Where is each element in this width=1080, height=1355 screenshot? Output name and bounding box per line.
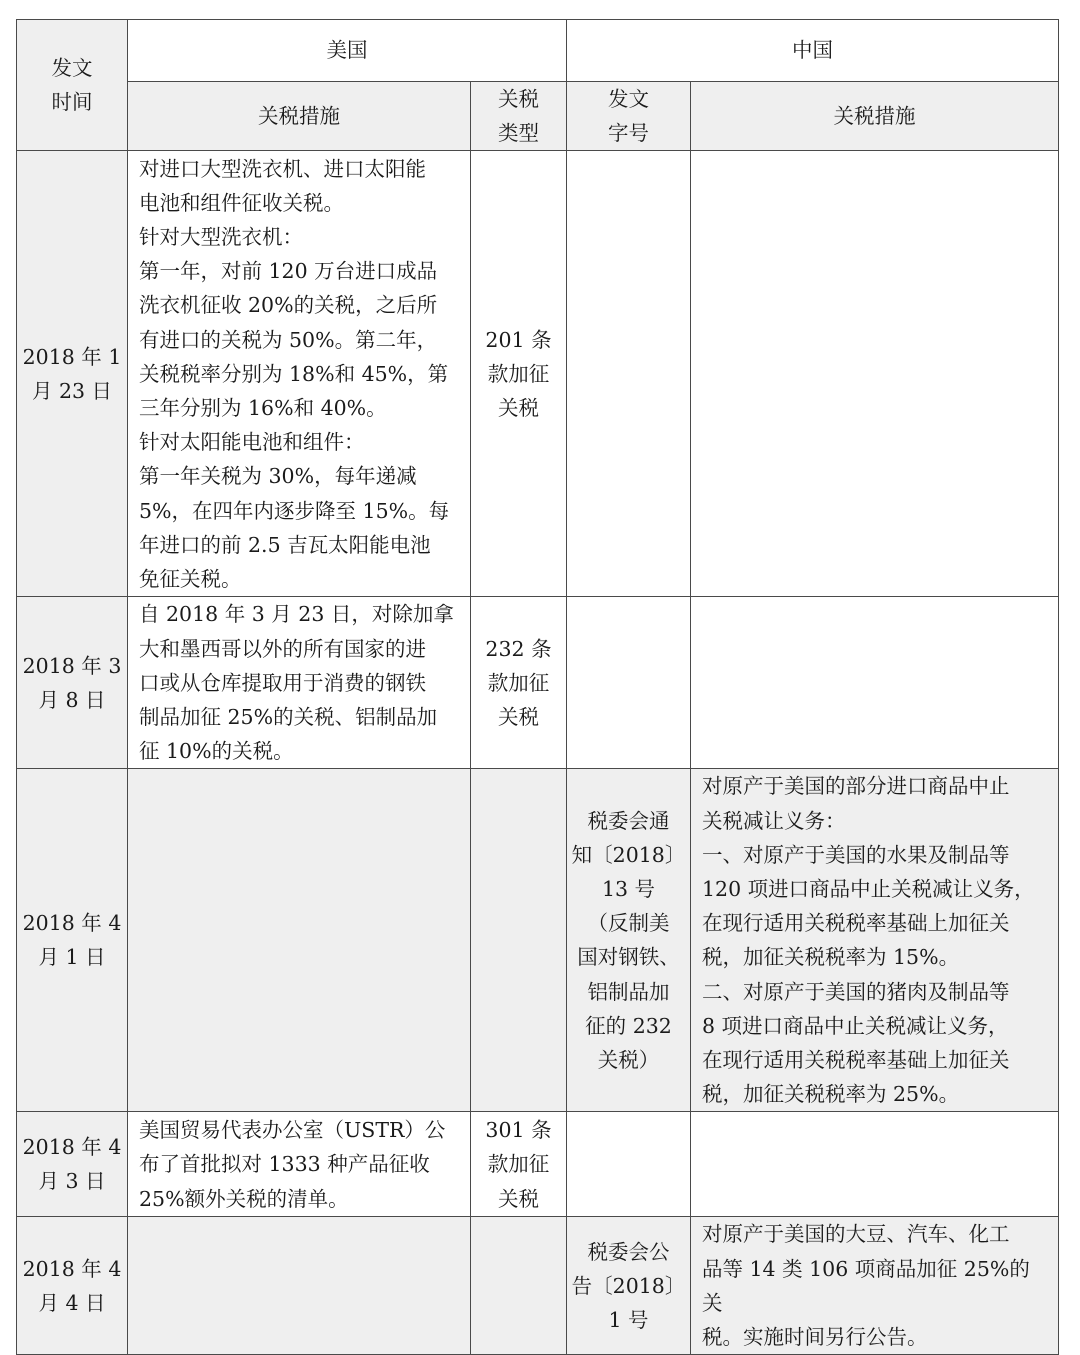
row-cn-measure bbox=[691, 1112, 1059, 1217]
header-row-sub bbox=[17, 82, 1059, 151]
row-us-type: 201 条 款加征 关税 bbox=[471, 151, 567, 597]
row-date: 2018 年 4 月 3 日 bbox=[17, 1112, 128, 1217]
header-cn-measures: 关税措施 bbox=[691, 82, 1059, 151]
row-us-measure: 对进口大型洗衣机、进口太阳能 电池和组件征收关税。 针对大型洗衣机： 第一年，对前 120 万台进口成品 洗衣机征收 20%的关税，之后所 有进口的关税为 50%。第二年， 关税税率分别为 18%和 45%，第 三年分别为 16%和 40%。 针对太阳能电池和组件： 第一年关税为 30%，每年递减 5%，在四年内逐步降至 15%。每 年进口的前 2.5 吉瓦太阳能电池 免征关税。 bbox=[128, 151, 471, 597]
table-row bbox=[17, 1217, 1059, 1355]
row-us-type bbox=[471, 1217, 567, 1355]
row-cn-doc: 税委会通 知〔2018〕 13 号 （反制美 国对钢铁、 铝制品加 征的 232 关税） bbox=[567, 769, 691, 1112]
row-us-measure: 美国贸易代表办公室（USTR）公 布了首批拟对 1333 种产品征收 25%额外关税的清单。 bbox=[128, 1112, 471, 1217]
header-usa: 美国 bbox=[128, 20, 567, 82]
row-cn-measure bbox=[691, 151, 1059, 597]
row-date: 2018 年 1 月 23 日 bbox=[17, 151, 128, 597]
header-usa-type: 关税 类型 bbox=[471, 82, 567, 151]
header-cn-doc: 发文 字号 bbox=[567, 82, 691, 151]
table-row bbox=[17, 597, 1059, 769]
header-usa-measures: 关税措施 bbox=[128, 82, 471, 151]
row-us-measure bbox=[128, 769, 471, 1112]
header-china: 中国 bbox=[567, 20, 1059, 82]
row-us-measure: 自 2018 年 3 月 23 日，对除加拿 大和墨西哥以外的所有国家的进 口或从仓库提取用于消费的钢铁 制品加征 25%的关税、铝制品加 征 10%的关税。 bbox=[128, 597, 471, 769]
table-row bbox=[17, 1112, 1059, 1217]
row-cn-measure: 对原产于美国的大豆、汽车、化工 品等 14 类 106 项商品加征 25%的关 税。实施时间另行公告。 bbox=[691, 1217, 1059, 1355]
row-date: 2018 年 4 月 1 日 bbox=[17, 769, 128, 1112]
row-cn-measure: 对原产于美国的部分进口商品中止 关税减让义务： 一、对原产于美国的水果及制品等 120 项进口商品中止关税减让义务， 在现行适用关税税率基础上加征关 税，加征关税税率为 15%。 二、对原产于美国的猪肉及制品等 8 项进口商品中止关税减让义务， 在现行适用关税税率基础上加征关 税，加征关税税率为 25%。 bbox=[691, 769, 1059, 1112]
row-cn-doc: 税委会公 告〔2018〕 1 号 bbox=[567, 1217, 691, 1355]
row-date: 2018 年 3 月 8 日 bbox=[17, 597, 128, 769]
tariff-table bbox=[16, 19, 1059, 1355]
row-us-type: 232 条 款加征 关税 bbox=[471, 597, 567, 769]
row-us-type: 301 条 款加征 关税 bbox=[471, 1112, 567, 1217]
row-us-measure bbox=[128, 1217, 471, 1355]
row-us-type bbox=[471, 769, 567, 1112]
table-row bbox=[17, 769, 1059, 1112]
row-cn-doc bbox=[567, 1112, 691, 1217]
row-cn-doc bbox=[567, 597, 691, 769]
row-date: 2018 年 4 月 4 日 bbox=[17, 1217, 128, 1355]
header-row-top bbox=[17, 20, 1059, 82]
table-row bbox=[17, 151, 1059, 597]
row-cn-measure bbox=[691, 597, 1059, 769]
header-date: 发文 时间 bbox=[17, 20, 128, 151]
row-cn-doc bbox=[567, 151, 691, 597]
